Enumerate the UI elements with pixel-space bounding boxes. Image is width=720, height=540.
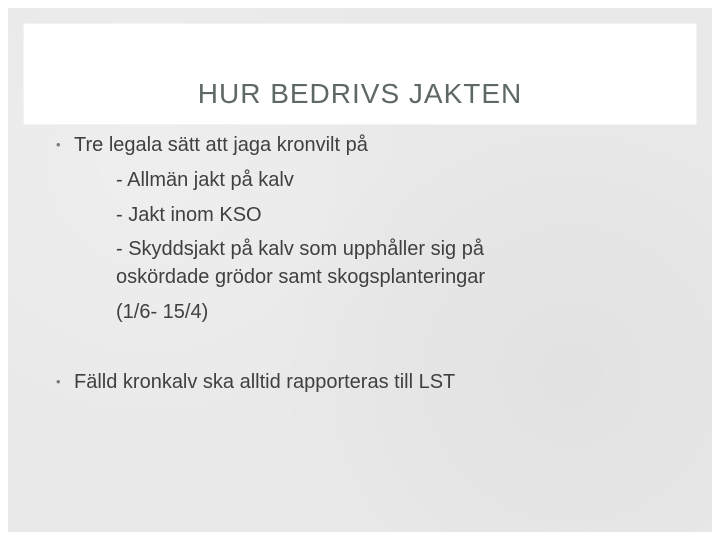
bullet-text: Fälld kronkalv ska alltid rapporteras till LST bbox=[74, 371, 456, 393]
sub-line: oskördade grödor samt skogsplanteringar bbox=[116, 266, 486, 288]
slide-title: HUR BEDRIVS JAKTEN bbox=[197, 78, 523, 109]
sub-line: - Skyddsjakt på kalv som upphåller sig på bbox=[116, 238, 484, 260]
bullet-marker: • bbox=[56, 374, 61, 389]
bullet-marker: • bbox=[56, 137, 61, 152]
sub-line: - Allmän jakt på kalv bbox=[116, 169, 294, 191]
sub-line: (1/6- 15/4) bbox=[116, 301, 209, 323]
sub-line: - Jakt inom KSO bbox=[116, 204, 262, 226]
bullet-text: Tre legala sätt att jaga kronvilt på bbox=[74, 134, 368, 156]
